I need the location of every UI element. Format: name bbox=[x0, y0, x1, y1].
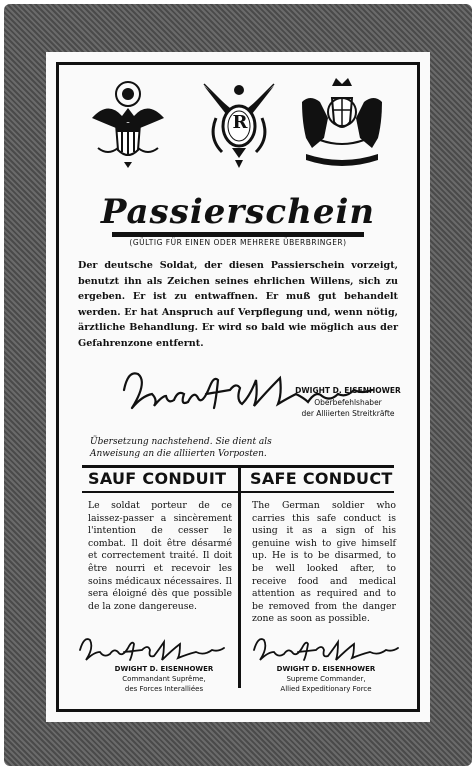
english-signer-title2: Allied Expeditionary Force bbox=[280, 685, 372, 693]
french-heading: SAUF CONDUIT bbox=[88, 469, 227, 488]
french-signature-icon bbox=[76, 630, 226, 666]
french-text: Le soldat porteur de ce laissez-passer a sincèrement l'intention de cesser le combat. Il doit être désarmé et correctement traité. Il doit être nourri et recevoir les soins médicaux nécessaires. Il sera éloigné dès que possible de la zone dangereuse. bbox=[88, 500, 232, 612]
note-line1: Übersetzung nachstehend. Sie dient als bbox=[90, 437, 272, 447]
note-line2: Anweisung an die alliierten Vorposten. bbox=[90, 449, 267, 459]
signer-name: DWIGHT D. EISENHOWER bbox=[295, 386, 401, 395]
french-signer-title2: des Forces Interalliées bbox=[124, 685, 204, 693]
french-signer-name: DWIGHT D. EISENHOWER bbox=[114, 665, 214, 673]
english-signer-name: DWIGHT D. EISENHOWER bbox=[276, 665, 376, 673]
english-text: The German soldier who carries this safe conduct is using it as a sign of his genuine wish to give himself up. He is to be disarmed, to be well looked after, to receive food and medical attention as required and to be removed from the danger zone as soon as possible. bbox=[252, 500, 396, 625]
french-signer-title1: Commandant Suprême, bbox=[122, 675, 206, 683]
column-divider bbox=[238, 468, 241, 688]
english-signer-title1: Supreme Commander, bbox=[286, 675, 366, 683]
english-signature-icon bbox=[250, 630, 400, 666]
us-eagle-emblem-icon bbox=[88, 78, 168, 170]
page-title: Passierschein bbox=[100, 192, 376, 232]
signer-title-line2: der Alliierten Streitkräfte bbox=[301, 409, 395, 418]
translation-note bbox=[90, 436, 340, 460]
german-text: Der deutsche Soldat, der diesen Passierschein vorzeigt, benutzt ihn als Zeichen seines ehrlichen Willens, sich zu ergeben. Er ist zu entwaffnen. Er muß gut behandelt werden. Er hat Anspruch auf Verpflegung und, wenn nötig, ärztliche Behandlung. Er wird so bald wie möglich aus der Gefahrenzone entfernt. bbox=[78, 260, 398, 349]
title-underline bbox=[112, 232, 364, 237]
rf-monogram: R bbox=[232, 112, 248, 133]
subtitle: (GÜLTIG FÜR EINEN ODER MEHRERE ÜBERBRINGER) bbox=[129, 238, 347, 247]
english-signature-caption bbox=[246, 664, 406, 694]
main-signature-caption bbox=[286, 385, 410, 420]
signer-title-line1: Oberbefehlshaber bbox=[314, 397, 382, 407]
french-signature-caption bbox=[84, 664, 244, 694]
english-heading: SAFE CONDUCT bbox=[250, 469, 393, 488]
british-royal-arms-icon bbox=[298, 78, 386, 170]
